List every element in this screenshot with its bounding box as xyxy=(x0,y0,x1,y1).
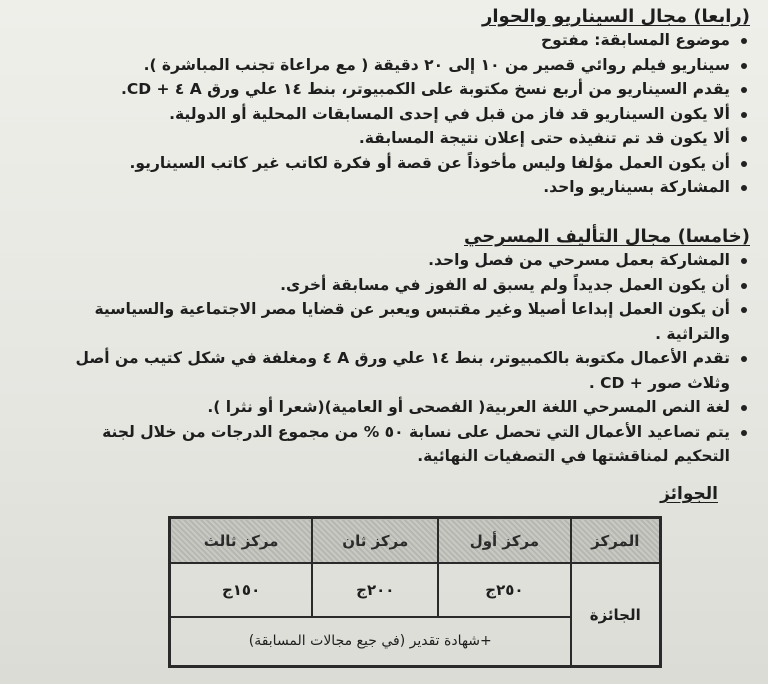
list-item: ألا يكون قد تم تنفيذه حتى إعلان نتيجة المسابقة. xyxy=(50,126,750,151)
list-item: يقدم السيناريو من أربع نسخ مكتوبة على الكمبيوتر، بنط ١٤ علي ورق A ٤ + CD. xyxy=(50,77,750,102)
section-theatre-list xyxy=(50,248,750,469)
list-item: المشاركة بسيناريو واحد. xyxy=(50,175,750,200)
prize-second-value: ٢٠٠ج xyxy=(312,563,438,617)
list-item: يتم تصاعيد الأعمال التي تحصل على نسابة ٥٠ % من مجموع الدرجات من خلال لجنة التحكيم لمناقشتها في التصفيات النهائية. xyxy=(50,420,750,469)
list-item: سيناريو فيلم روائي قصير من ١٠ إلى ٢٠ دقيقة ( مع مراعاة تجنب المباشرة ). xyxy=(50,53,750,78)
table-row xyxy=(170,563,661,617)
list-item: موضوع المسابقة: مفتوح xyxy=(50,28,750,53)
prizes-table xyxy=(168,516,662,668)
list-item: تقدم الأعمال مكتوبة بالكمبيوتر، بنط ١٤ علي ورق A ٤ ومغلفة في شكل كتيب من أصل وثلاث صور + CD . xyxy=(50,346,750,395)
section-theatre xyxy=(50,226,750,469)
table-header-row xyxy=(170,518,661,564)
list-item: المشاركة بعمل مسرحي من فصل واحد. xyxy=(50,248,750,273)
header-cell-third: مركز ثالث xyxy=(170,518,313,564)
header-cell-position: المركز xyxy=(571,518,661,564)
list-item: لغة النص المسرحي اللغة العربية( الفصحى أو العامية)(شعرا أو نثرا ). xyxy=(50,395,750,420)
section-scenario xyxy=(50,6,750,200)
prize-third-value: ١٥٠ج xyxy=(170,563,313,617)
row-label-prize: الجائزة xyxy=(571,563,661,666)
list-item: ألا يكون السيناريو قد فاز من قبل في إحدى المسابقات المحلية أو الدولية. xyxy=(50,102,750,127)
header-cell-second: مركز ثان xyxy=(312,518,438,564)
prizes-title: الجوائز xyxy=(660,484,718,504)
list-item: أن يكون العمل مؤلفا وليس مأخوذاً عن قصة أو فكرة لكاتب غير كاتب السيناريو. xyxy=(50,151,750,176)
header-cell-first: مركز أول xyxy=(438,518,570,564)
section-scenario-title: (رابعا) مجال السيناريو والحوار xyxy=(482,6,750,27)
list-item: أن يكون العمل إبداعا أصيلا وغير مقتبس ويعبر عن قضايا مصر الاجتماعية والسياسية والتراثية . xyxy=(50,297,750,346)
section-theatre-title: (خامسا) مجال التأليف المسرحي xyxy=(464,226,750,247)
prize-first-value: ٢٥٠ج xyxy=(438,563,570,617)
certificate-note: +شهادة تقدير (في جيع مجالات المسابقة) xyxy=(170,617,571,667)
section-scenario-list xyxy=(50,28,750,200)
list-item: أن يكون العمل جديداً ولم يسبق له الفوز في مسابقة أخرى. xyxy=(50,273,750,298)
